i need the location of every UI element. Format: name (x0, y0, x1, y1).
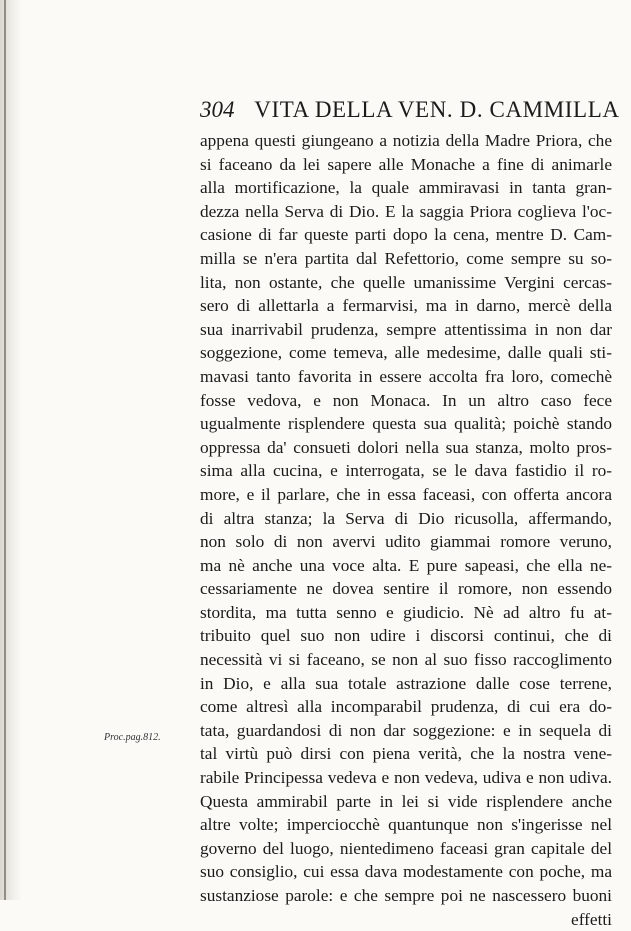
text-line: cessariamente ne dovea sentire il romore, non essendo (200, 579, 612, 599)
margin-note: Proc.pag.812. (104, 732, 161, 743)
text-line: more, e il parlare, che in essa faceasi, con offerta ancora (200, 484, 612, 504)
text-line: si faceano da lei sapere alle Monache a fine di animarle (200, 154, 612, 174)
text-line: in Dio, e alla sua totale astrazione dalle cose terrene, (200, 673, 612, 693)
text-line: lita, non ostante, che quelle umanissime Vergini cercas- (200, 272, 612, 292)
text-line: rabile Principessa vedeva e non vedeva, udiva e non udiva. (200, 768, 612, 788)
text-line: come altresì alla incomparabil prudenza, di cui era do- (200, 697, 612, 717)
text-line: non solo di non avervi udito giammai romore veruno, (200, 532, 612, 552)
text-line: sima alla cucina, e interrogata, se le dava fastidio il ro- (200, 461, 612, 481)
text-line: governo del luogo, nientedimeno faceasi gran capitale del (200, 838, 612, 858)
text-line: suo consiglio, cui essa dava modestamente con poche, ma (200, 862, 612, 882)
text-line: stordita, ma tutta senno e giudicio. Nè ad altro fu at- (200, 602, 612, 622)
text-line: appena questi giungeano a notizia della Madre Priora, che (200, 131, 612, 150)
text-line: ugualmente risplendere questa sua qualità; poichè stando (200, 414, 612, 434)
text-line: fosse vedova, e non Monaca. In un altro caso fece (200, 390, 612, 410)
text-line: altre volte; imperciocchè quantunque non s'ingerisse nel (200, 815, 612, 835)
body-text (200, 129, 612, 931)
text-line: sua inarrivabil prudenza, sempre attentissima in non dar (200, 319, 612, 339)
text-line: effetti (571, 909, 612, 929)
page-header (200, 97, 620, 129)
text-line: casione di far queste parti dopo la cena, mentre D. Cam- (200, 225, 612, 245)
text-line: oppressa da' consueti dolori nella sua stanza, molto pros- (200, 437, 612, 457)
page-number: 304 (200, 97, 235, 122)
text-line: tribuito quel suo non udire i discorsi continui, che di (200, 626, 612, 646)
text-line: soggezione, come temeva, alle medesime, dalle quali sti- (200, 343, 612, 363)
text-line: necessità vi si faceano, se non al suo fisso raccoglimento (200, 650, 612, 670)
text-line: Questa ammirabil parte in lei si vide risplendere anche (200, 791, 612, 811)
text-line: dezza nella Serva di Dio. E la saggia Priora coglieva l'oc- (200, 201, 612, 221)
running-title: VITA DELLA VEN. D. CAMMILLA (254, 97, 620, 122)
text-line: tal virtù può dirsi con piena verità, che la nostra vene- (200, 744, 612, 764)
text-line: tata, guardandosi di non dar soggezione: e in sequela di (200, 720, 612, 740)
text-line: mavasi tanto favorita in essere accolta fra loro, comechè (200, 366, 612, 386)
text-line: ma nè anche una voce alta. E pure sapeasi, che ella ne- (200, 555, 612, 575)
text-line: alla mortificazione, la quale ammiravasi in tanta gran- (200, 178, 612, 198)
text-line: di altra stanza; la Serva di Dio ricusolla, affermando, (200, 508, 612, 528)
text-line: milla se n'era partita dal Refettorio, come sempre su so- (200, 248, 612, 268)
text-line: sero di allettarla a fermarvisi, ma in darno, mercè della (200, 296, 612, 316)
text-line: sustanziose parole: e che sempre poi ne nascessero buoni (200, 886, 612, 905)
